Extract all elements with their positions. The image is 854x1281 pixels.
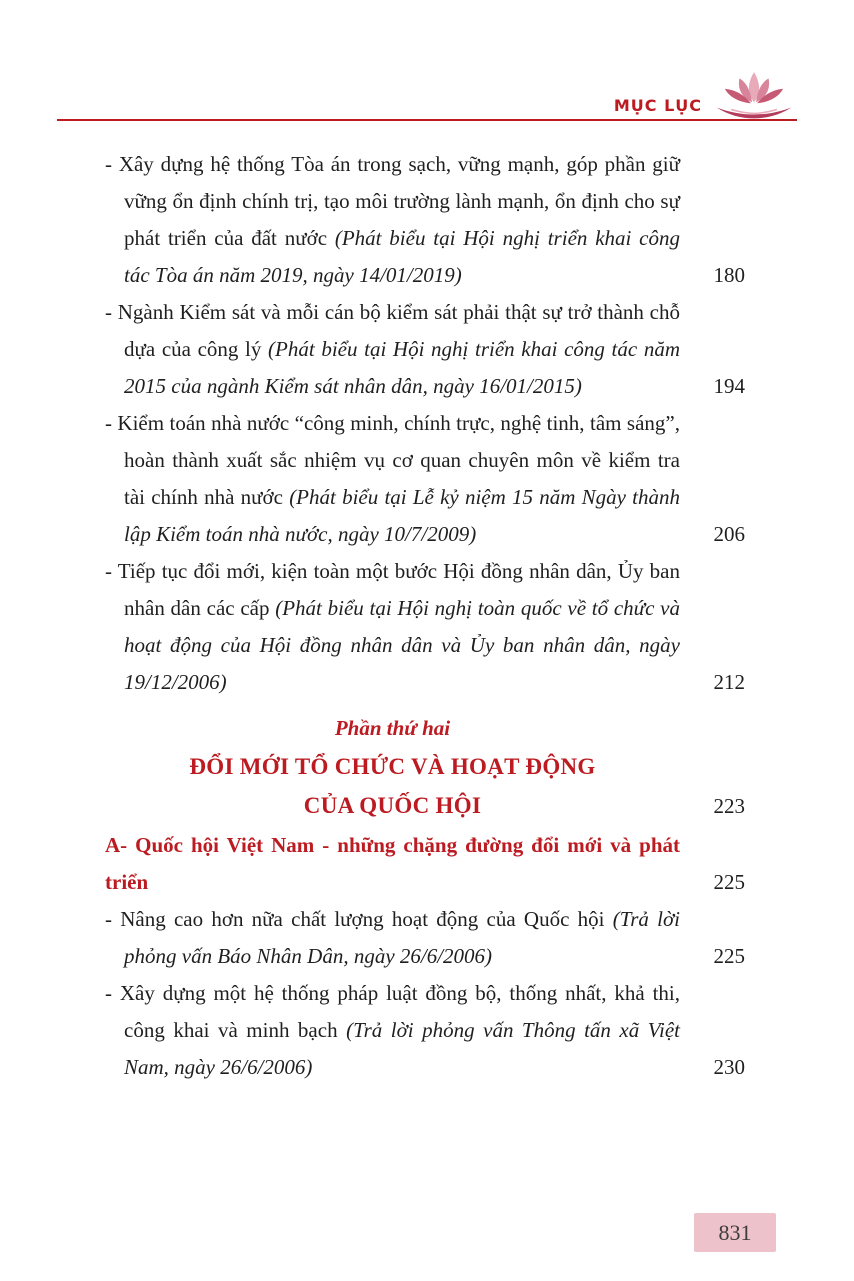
toc-part-page: 223 [713, 794, 745, 818]
toc-entry-title: - Tiếp tục đổi mới, kiện toàn một bước Hội đồng nhân dân, Ủy ban nhân dân các cấp [105, 559, 680, 620]
toc-entry [105, 901, 745, 975]
toc-entry-text [105, 975, 680, 1086]
header-rule [57, 119, 797, 121]
toc-entry-text [105, 146, 680, 294]
toc-entry [105, 294, 745, 405]
toc-entry [105, 975, 745, 1086]
toc-entry-title: - Kiểm toán nhà nước “công minh, chính trực, nghệ tinh, tâm sáng”, hoàn thành xuất sắc nhiệm vụ cơ quan chuyên môn về kiểm tra tài chính nhà nước [105, 411, 680, 509]
toc-section-heading [105, 827, 745, 901]
toc-entry-text [105, 553, 680, 701]
toc-entry-page: 212 [713, 670, 745, 694]
toc-entry [105, 553, 745, 701]
toc-entry-source: (Phát biểu tại Lễ kỷ niệm 15 năm Ngày thành lập Kiểm toán nhà nước, ngày 10/7/2009) [124, 485, 680, 546]
lotus-logo-icon [704, 70, 804, 122]
toc-part-heading [105, 709, 745, 825]
toc-entry-source: (Phát biểu tại Hội nghị triển khai công tác năm 2015 của ngành Kiểm sát nhân dân, ngày 16/01/2015) [124, 337, 680, 398]
toc-entry-source: (Trả lời phỏng vấn Báo Nhân Dân, ngày 26/6/2006) [124, 907, 681, 968]
toc-entry-title: - Nâng cao hơn nữa chất lượng hoạt động của Quốc hội [105, 907, 613, 931]
toc-section-text: A- Quốc hội Việt Nam - những chặng đường đổi mới và phát triển [105, 833, 680, 894]
page-number-badge [694, 1213, 776, 1252]
toc-section-page: 225 [713, 870, 745, 894]
toc-entry-title: - Xây dựng một hệ thống pháp luật đồng bộ, thống nhất, khả thi, công khai và minh bạch [105, 981, 680, 1042]
toc-list [105, 146, 745, 1086]
page-number: 831 [718, 1219, 752, 1245]
toc-entry-page: 194 [713, 374, 745, 398]
toc-entry-page: 180 [713, 263, 745, 287]
part-subtitle: Phần thứ hai [334, 716, 451, 740]
toc-entry [105, 405, 745, 553]
part-title-line: ĐỔI MỚI TỔ CHỨC VÀ HOẠT ĐỘNG [189, 754, 596, 779]
toc-entry-source: (Trả lời phỏng vấn Thông tấn xã Việt Nam, ngày 26/6/2006) [124, 1018, 680, 1079]
toc-entry-text [105, 294, 680, 405]
toc-entry-source: (Phát biểu tại Hội nghị triển khai công tác Tòa án năm 2019, ngày 14/01/2019) [124, 226, 680, 287]
toc-entry-title: - Ngành Kiểm sát và mỗi cán bộ kiểm sát phải thật sự trở thành chỗ dựa của công lý [105, 300, 680, 361]
toc-entry-page: 206 [713, 522, 745, 546]
toc-entry-source: (Phát biểu tại Hội nghị toàn quốc về tổ chức và hoạt động của Hội đồng nhân dân và Ủy ban nhân dân, ngày 19/12/2006) [124, 596, 680, 694]
toc-entry-page: 225 [713, 944, 745, 968]
toc-entry-page: 230 [713, 1055, 745, 1079]
part-title-line: CỦA QUỐC HỘI [303, 793, 482, 818]
toc-entry-text [105, 405, 680, 553]
toc-entry [105, 146, 745, 294]
toc-entry-text [105, 901, 680, 975]
page-header-title: MỤC LỤC [613, 96, 702, 115]
toc-entry-title: - Xây dựng hệ thống Tòa án trong sạch, vững mạnh, góp phần giữ vững ổn định chính trị, tạo môi trường lành mạnh, ổn định cho sự phát triển của đất nước [105, 152, 680, 250]
